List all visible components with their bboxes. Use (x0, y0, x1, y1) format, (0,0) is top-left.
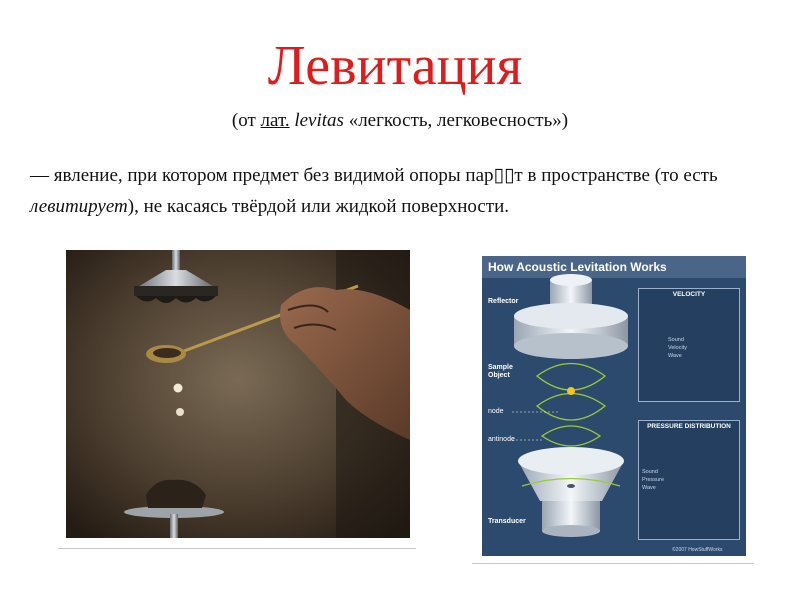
pressure-wave-label: Sound Pressure Wave (642, 469, 665, 491)
definition-part2: ), не касаясь твёрдой или жидкой поверхности. (127, 196, 510, 217)
definition-text (30, 160, 770, 222)
node-label: node (488, 408, 504, 415)
reflector-label: Reflector (488, 298, 519, 305)
definition-italic: левитирует (30, 196, 128, 217)
subtitle-suffix: «легкость, легковесность») (343, 110, 569, 131)
divider-line (58, 548, 416, 549)
levitation-photo-illustration (66, 250, 410, 538)
latin-word: levitas (289, 110, 344, 131)
definition-part1: — явление, при котором предмет без видимой опоры пар▯▯т в пространстве (то есть (30, 165, 718, 186)
divider-line (472, 563, 754, 564)
pressure-panel-title: PRESSURE DISTRIBUTION (647, 423, 731, 430)
subtitle (0, 110, 800, 132)
acoustic-levitation-diagram (482, 256, 746, 556)
velocity-panel (638, 288, 740, 402)
subtitle-prefix: (от (231, 110, 261, 131)
diagram-title: How Acoustic Levitation Works (482, 256, 746, 278)
sample-object-label: Sample Object (488, 364, 513, 379)
velocity-panel-title: VELOCITY (672, 291, 706, 298)
copyright-label: ©2007 HowStuffWorks (672, 547, 723, 553)
velocity-wave-label: Sound Velocity Wave (668, 337, 687, 359)
antinode-label: antinode (488, 436, 515, 443)
transducer-label: Transducer (488, 518, 526, 525)
levitation-photo (66, 250, 410, 538)
slide-title: Левитация (267, 35, 523, 97)
lat-link[interactable]: лат. (260, 110, 290, 131)
